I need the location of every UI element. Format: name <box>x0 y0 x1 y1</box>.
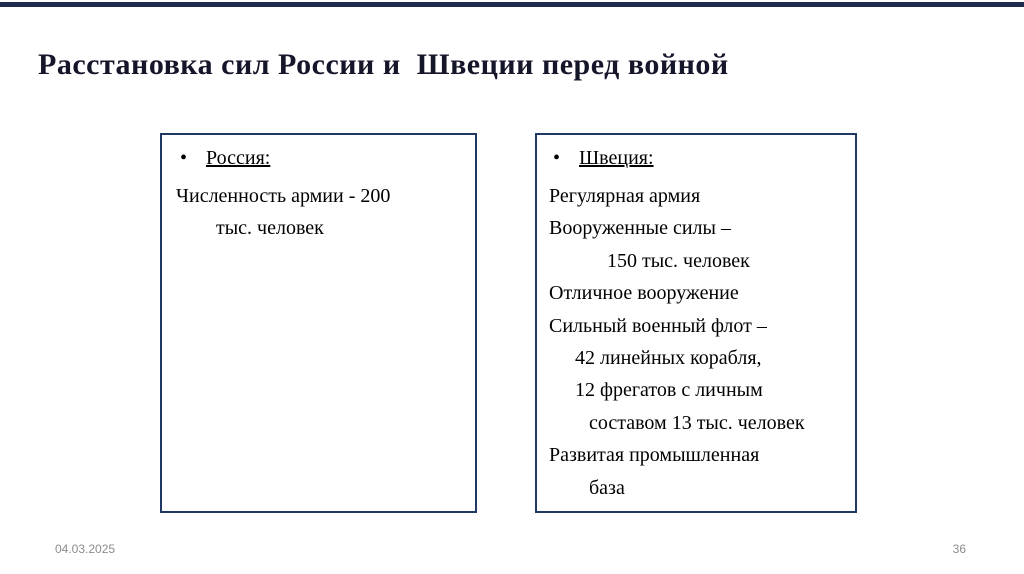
sweden-text-line: Сильный военный флот – <box>549 314 767 337</box>
slide-page-number: 36 <box>952 542 966 556</box>
sweden-box <box>535 133 857 513</box>
sweden-text-line: Регулярная армия <box>549 185 701 207</box>
sweden-text-line: 42 линейных корабля, <box>575 346 762 369</box>
sweden-text-line: база <box>589 476 625 499</box>
sweden-heading: Швеция: <box>579 147 654 169</box>
bullet-icon: • <box>180 147 188 169</box>
sweden-text-line: Вооруженные силы – <box>549 217 731 240</box>
sweden-text-line: Отличное вооружение <box>549 282 739 305</box>
sweden-text-line: 150 тыс. человек <box>607 249 750 272</box>
russia-box <box>160 133 477 513</box>
russia-heading: Россия: <box>206 147 271 169</box>
bullet-icon: • <box>553 147 561 169</box>
sweden-text-line: Развитая промышленная <box>549 444 760 467</box>
top-border-line <box>0 2 1024 7</box>
sweden-text-line: составом 13 тыс. человек <box>589 411 805 434</box>
russia-text-line: тыс. человек <box>216 217 324 240</box>
russia-heading-line <box>176 147 465 170</box>
sweden-heading-line <box>549 147 847 170</box>
sweden-text-line: 12 фрегатов с личным <box>575 379 763 402</box>
slide-title: Расстановка сил России и Швеции перед войной <box>38 48 729 81</box>
russia-text-line: Численность армии - 200 <box>176 185 391 207</box>
footer-date: 04.03.2025 <box>55 542 116 556</box>
